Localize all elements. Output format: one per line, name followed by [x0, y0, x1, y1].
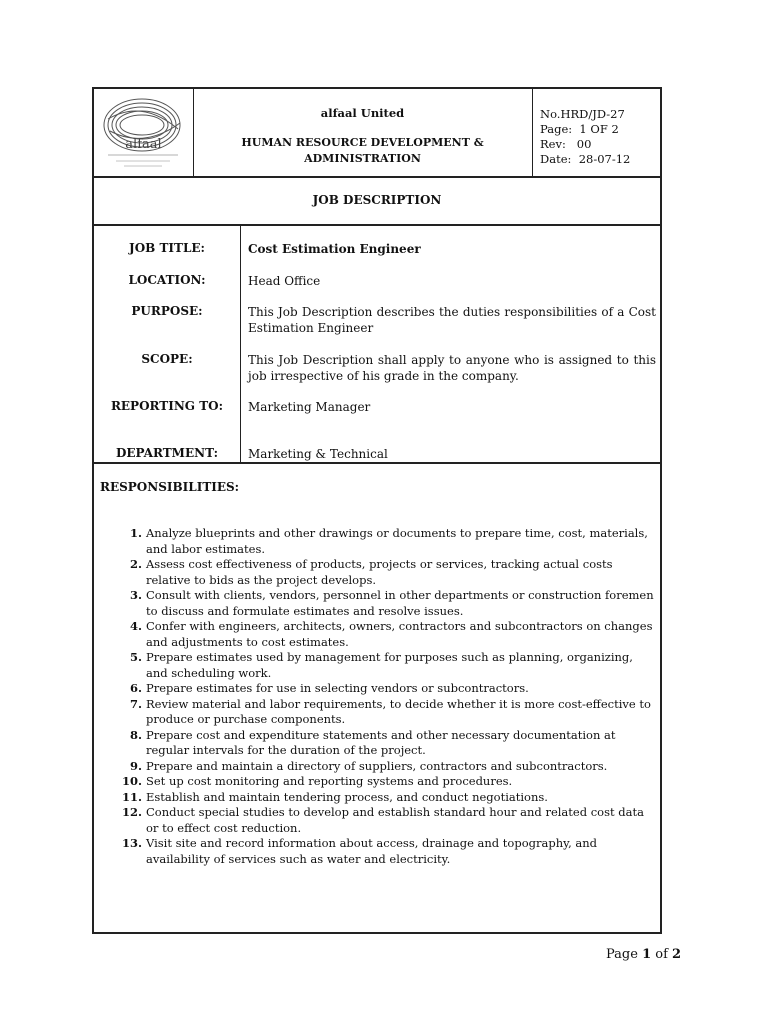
job-info-table: [94, 224, 660, 464]
footer-page-total: 2: [672, 947, 682, 962]
responsibility-item: [112, 526, 657, 557]
logo-wordmark: alfaal: [125, 137, 162, 152]
responsibility-text: Review material and labor requirements, to decide whether it is more cost-effective to produce or purchase components.: [146, 696, 651, 726]
page-footer: [606, 947, 681, 962]
job-title-label: JOB TITLE:: [129, 241, 205, 255]
responsibility-number: 7.: [129, 696, 142, 711]
footer-page-word: Page: [606, 947, 638, 962]
job-title-value: Cost Estimation Engineer: [248, 242, 421, 256]
page-count: Page: 1 OF 2: [540, 122, 619, 136]
responsibility-text: Prepare cost and expenditure statements and other necessary documentation at regular intervals for the duration of the project.: [146, 727, 616, 757]
responsibility-number: 13.: [121, 836, 142, 850]
revision: Rev: 00: [540, 137, 592, 151]
responsibility-number: 5.: [129, 650, 142, 664]
responsibility-number: 9.: [129, 758, 142, 773]
department-title-line1: HUMAN RESOURCE DEVELOPMENT &: [241, 136, 484, 149]
company-logo-icon: [94, 89, 193, 176]
department-title-line2: ADMINISTRATION: [304, 152, 421, 165]
footer-page-number: 1: [642, 947, 652, 962]
responsibility-number: 4.: [129, 619, 142, 633]
responsibility-text: Analyze blueprints and other drawings or documents to prepare time, cost, materials, and labor estimates.: [146, 526, 648, 556]
responsibility-item: [112, 728, 657, 759]
responsibility-item: [112, 836, 657, 867]
responsibility-text: Assess cost effectiveness of products, projects or services, tracking actual costs relative to bids as the project develops.: [146, 557, 613, 587]
responsibility-text: Confer with engineers, architects, owners, contractors and subcontractors on changes and adjustments to cost estimates.: [146, 619, 653, 649]
responsibility-number: 12.: [121, 805, 142, 819]
department-value: Marketing & Technical: [248, 447, 388, 461]
responsibilities-list: [112, 526, 657, 867]
scope-label: SCOPE:: [141, 352, 193, 366]
responsibility-text: Visit site and record information about access, drainage and topography, and availability of services such as water and electricity.: [146, 836, 598, 866]
responsibility-item: [112, 790, 657, 806]
responsibility-item: [112, 759, 657, 775]
responsibility-text: Prepare estimates for use in selecting vendors or subcontractors.: [146, 681, 529, 695]
responsibility-text: Set up cost monitoring and reporting systems and procedures.: [146, 774, 513, 788]
responsibility-number: 3.: [129, 588, 142, 602]
document-header: [94, 89, 660, 178]
responsibility-text: Conduct special studies to develop and establish standard hour and related cost data or to effect cost reduction.: [146, 805, 644, 835]
issue-date: Date: 28-07-12: [540, 152, 631, 166]
location-label: LOCATION:: [128, 273, 206, 287]
purpose-value: This Job Description describes the duties responsibilities of a Cost Estimation Engineer: [248, 305, 656, 335]
responsibility-number: 10.: [121, 774, 142, 788]
responsibility-item: [112, 588, 657, 619]
responsibility-item: [112, 697, 657, 728]
location-value: Head Office: [248, 274, 321, 288]
footer-of-word: of: [655, 947, 668, 962]
document-control-cell: [532, 89, 660, 176]
logo-cell: [94, 89, 194, 176]
column-divider: [240, 224, 241, 462]
responsibility-text: Prepare and maintain a directory of suppliers, contractors and subcontractors.: [146, 758, 608, 773]
responsibility-number: 6.: [129, 681, 142, 695]
reporting-to-label: REPORTING TO:: [110, 399, 224, 413]
header-title-cell: [193, 89, 533, 176]
responsibility-text: Consult with clients, vendors, personnel in other departments or construction foremen to discuss and formulate estimates and resolve issues.: [146, 588, 654, 618]
responsibility-item: [112, 681, 657, 697]
job-description-form: [92, 87, 662, 934]
responsibility-number: 11.: [121, 789, 142, 804]
responsibility-number: 2.: [129, 557, 142, 571]
responsibility-item: [112, 805, 657, 836]
department-title: [193, 135, 532, 167]
responsibility-text: Prepare estimates used by management for purposes such as planning, organizing, and scheduling work.: [146, 650, 633, 680]
responsibilities-heading: RESPONSIBILITIES:: [100, 480, 240, 494]
company-name: alfaal United: [320, 106, 405, 120]
responsibility-item: [112, 650, 657, 681]
responsibility-item: [112, 774, 657, 790]
document-number: No.HRD/JD-27: [540, 107, 625, 121]
responsibility-text: Establish and maintain tendering process, and conduct negotiations.: [146, 789, 548, 804]
scope-value: This Job Description shall apply to anyone who is assigned to this job irrespective of his grade in the company.: [248, 353, 656, 383]
responsibility-number: 8.: [129, 727, 142, 742]
responsibility-item: [112, 557, 657, 588]
department-label: DEPARTMENT:: [115, 446, 219, 460]
responsibility-number: 1.: [129, 526, 142, 540]
purpose-label: PURPOSE:: [131, 304, 203, 318]
section-title: JOB DESCRIPTION: [94, 176, 660, 226]
responsibility-item: [112, 619, 657, 650]
reporting-to-value: Marketing Manager: [248, 400, 371, 414]
